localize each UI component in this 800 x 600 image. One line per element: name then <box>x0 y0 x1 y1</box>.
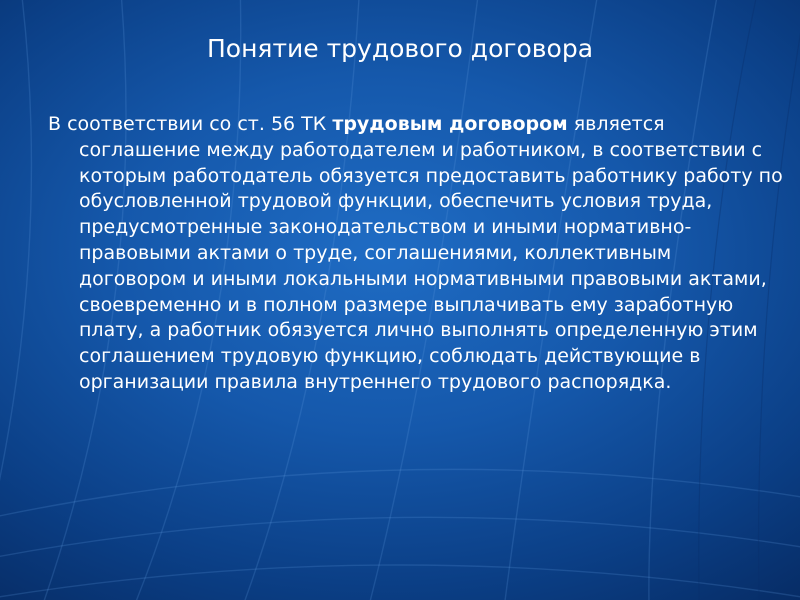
paragraph-rest: является соглашение между работодателем и работником, в соответствии с которым работодатель обязуется предоставить работнику работу по обусловленной трудовой функции, обеспечить условия труда, предусмотренные законодательством и иными нормативно-правовыми актами о труде, соглашениями, коллективным договором и иными локальными нормативными правовыми актами, своевременно и в полном размере выплачивать ему заработную плату, а работник обязуется лично выполнять определенную этим соглашением трудовую функцию, соблюдать действующие в организации правила внутреннего трудового распорядка. <box>79 113 783 393</box>
slide-title: Понятие трудового договора <box>206 34 594 63</box>
paragraph-term: трудовым договором <box>332 113 568 135</box>
definition-paragraph <box>48 112 784 396</box>
paragraph-intro: В соответствии со ст. 56 ТК <box>48 113 327 135</box>
